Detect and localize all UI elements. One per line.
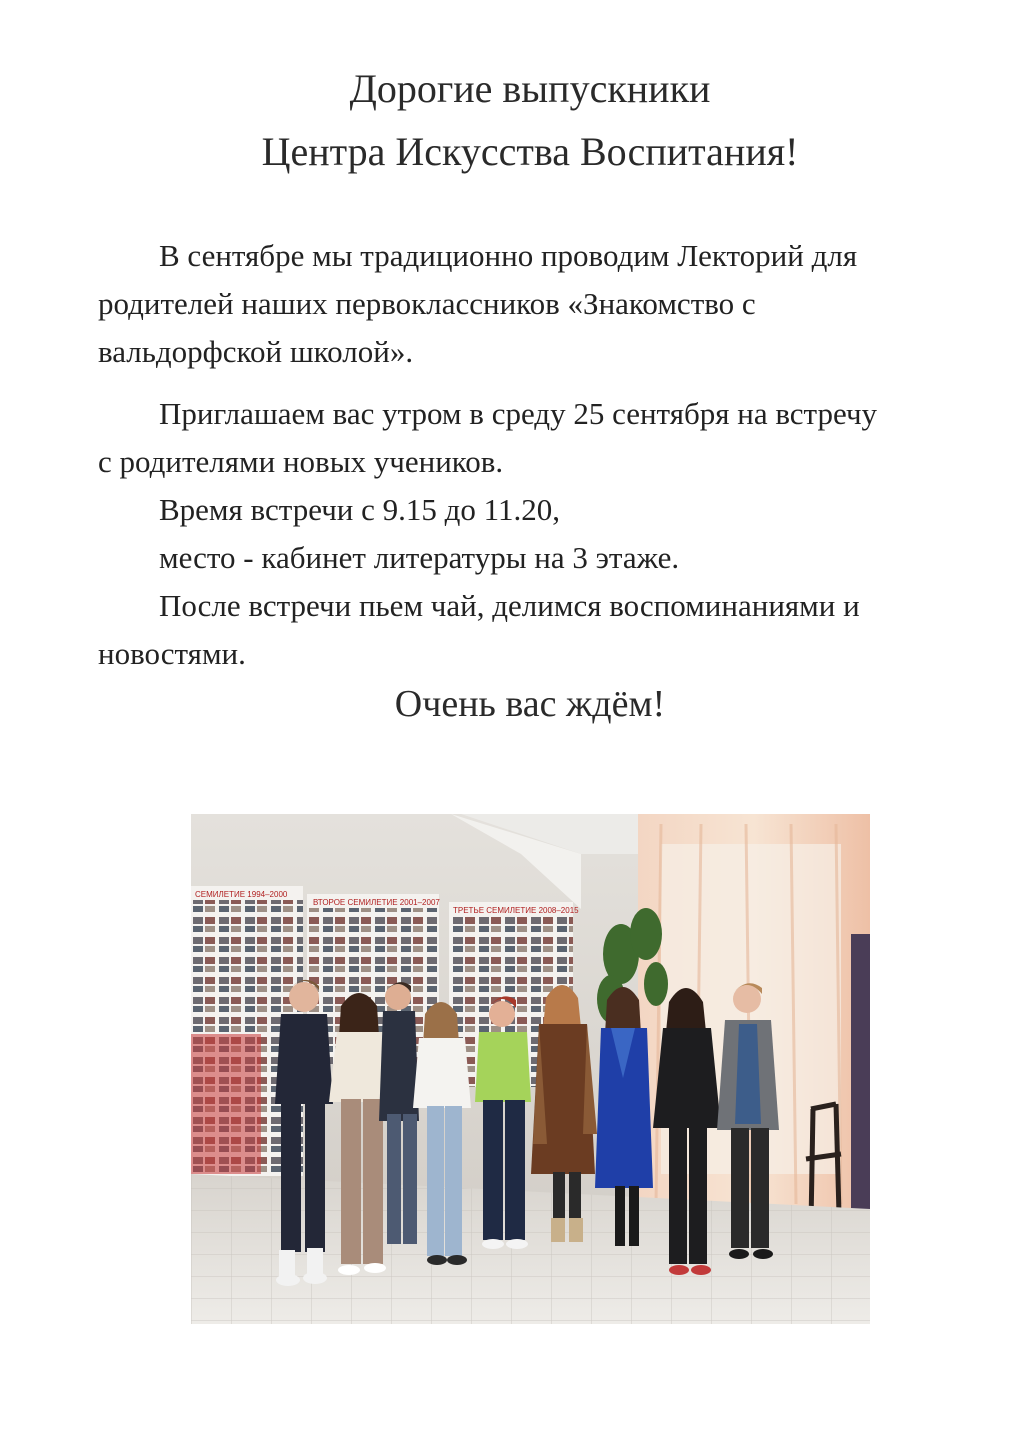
paragraph-line: новостями. bbox=[98, 636, 246, 671]
board-label-1: СЕМИЛЕТИЕ 1994–2000 bbox=[195, 890, 288, 899]
paragraph-lecture bbox=[98, 232, 978, 376]
board-label-2: ВТОРОЕ СЕМИЛЕТИЕ 2001–2007 bbox=[313, 898, 440, 907]
person bbox=[475, 996, 531, 1249]
meeting-time: Время встречи с 9.15 до 11.20, bbox=[159, 492, 561, 527]
paragraph-invitation bbox=[98, 390, 978, 678]
closing-line: Очень вас ждём! bbox=[394, 683, 666, 725]
paragraph-line: Приглашаем вас утром в среду 25 сентября на встречу bbox=[159, 396, 878, 431]
paragraph-line: В сентябре мы традиционно проводим Лекторий для bbox=[159, 238, 858, 273]
board-label-3: ТРЕТЬЕ СЕМИЛЕТИЕ 2008–2015 bbox=[453, 906, 579, 915]
paragraph-line: После встречи пьем чай, делимся воспоминаниями и bbox=[159, 588, 860, 623]
paragraph-line: с родителями новых учеников. bbox=[98, 444, 504, 479]
paragraph-line: родителей наших первоклассников «Знакомство с bbox=[98, 286, 756, 321]
meeting-place: место - кабинет литературы на 3 этаже. bbox=[159, 540, 680, 575]
group-photo bbox=[191, 814, 870, 1324]
paragraph-line: вальдорфской школой». bbox=[98, 334, 414, 369]
heading-line-2: Центра Искусства Воспитания! bbox=[261, 129, 799, 174]
heading-line-1: Дорогие выпускники bbox=[349, 66, 711, 111]
